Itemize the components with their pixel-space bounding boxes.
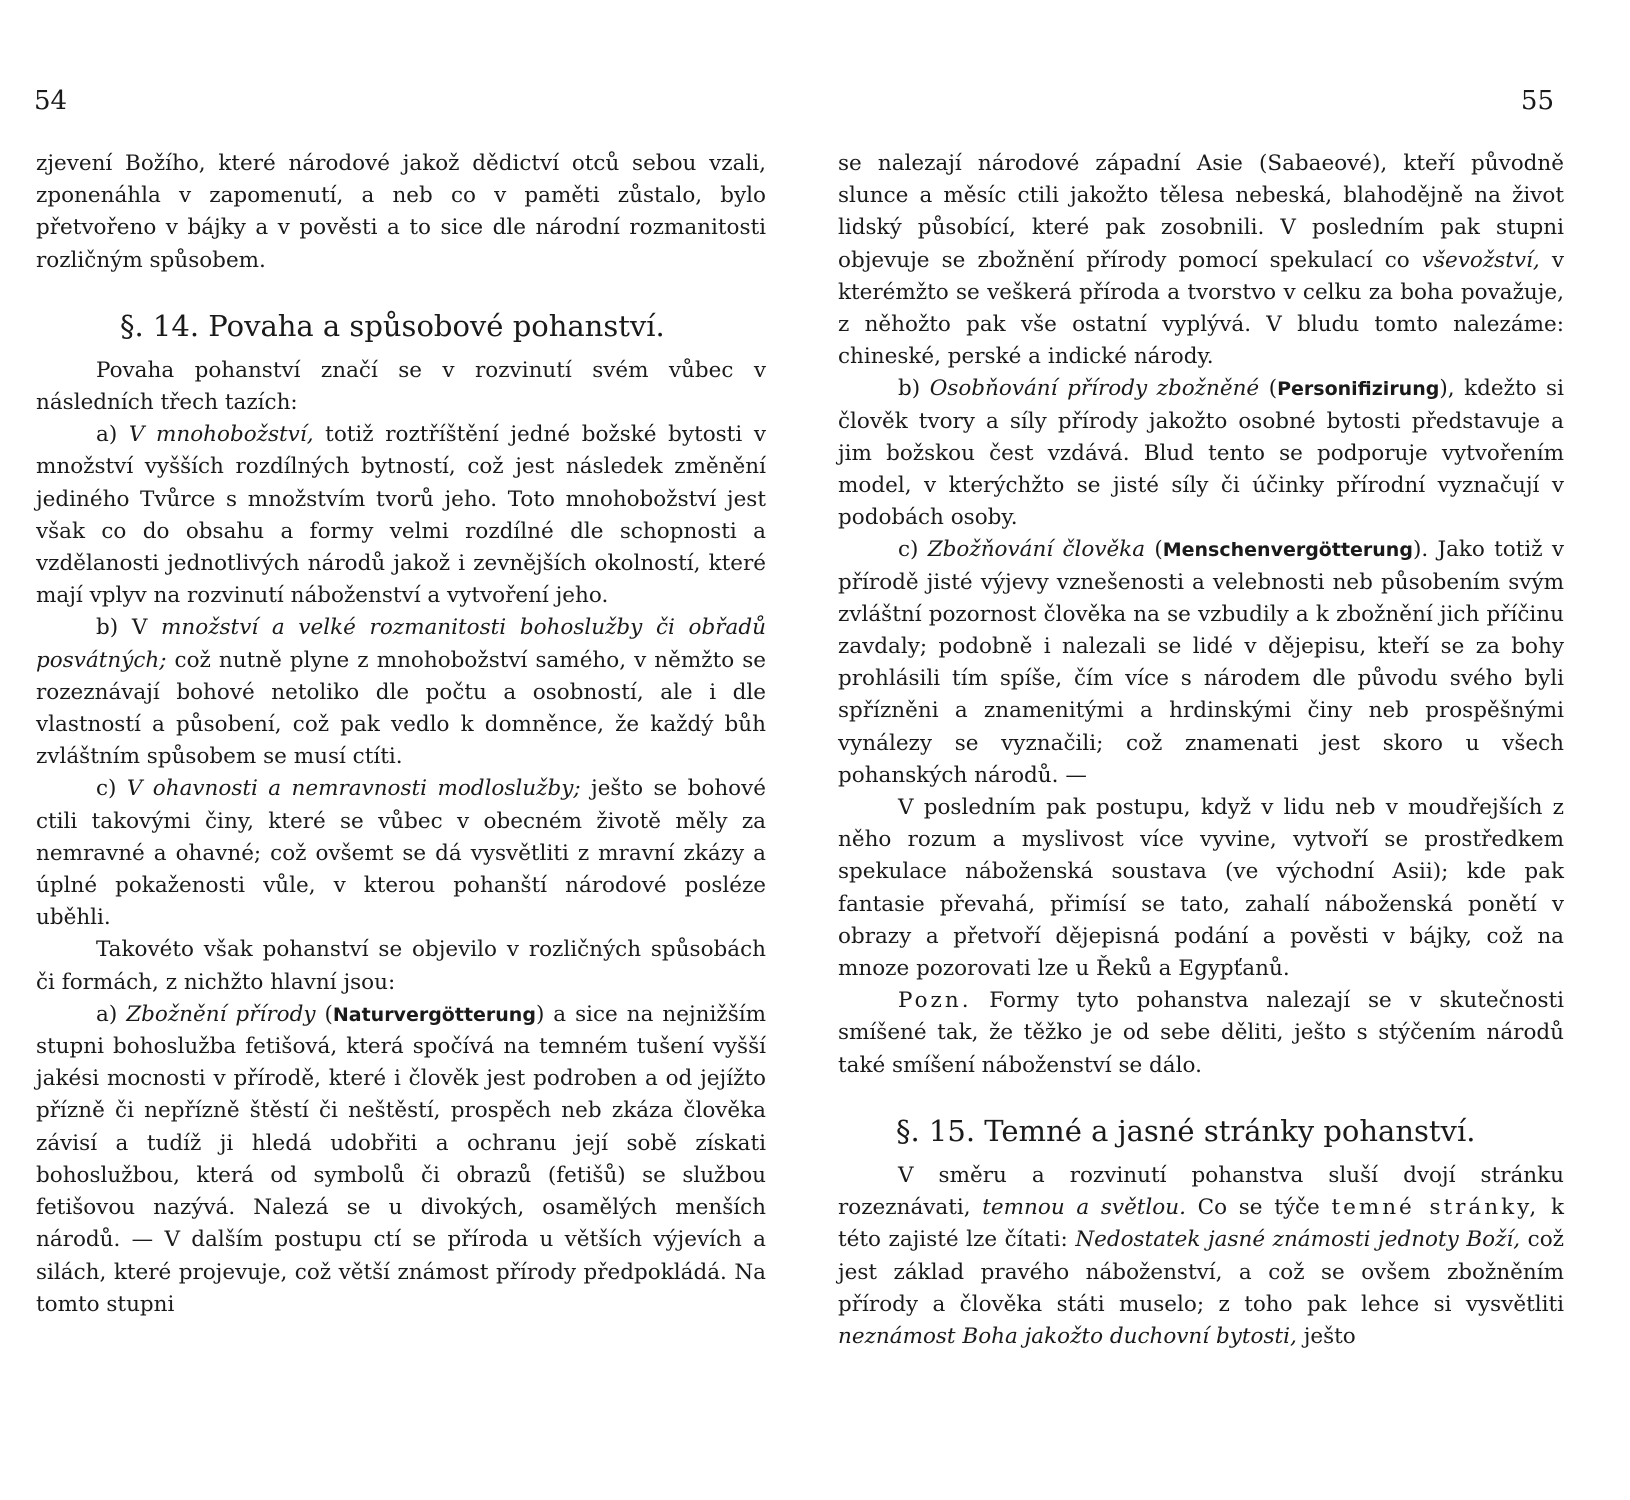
left-page-text <box>36 148 766 1321</box>
text-run: zjevení Božího, které národové jakož dědictví otců sebou vzali, zponenáhla v zapomenutí, a neb co v paměti zůstalo, bylo přetvořeno v bájky a v pověsti a to sice dle národní rozmanitosti rozličným spůsobem. <box>36 151 766 273</box>
text-run: a) <box>96 1001 127 1027</box>
paragraph <box>838 534 1564 792</box>
text-run: Naturvergötterung <box>332 1003 536 1026</box>
text-run: v kterémžto se veškerá příroda a tvorstvo v celku za boha považuje, z něhožto pak vše ostatní vyplývá. V bludu tomto nalezáme: chineské, perské a indické národy. <box>838 247 1565 370</box>
text-run: Personifizirung <box>1277 378 1440 401</box>
paragraph <box>36 999 766 1321</box>
paragraph <box>36 148 766 277</box>
text-run: ješto se bohové ctili takovými činy, které se vůbec v obecném životě měly za nemravné a ohavné; což ovšemt se dá vysvětliti z mravní zkázy a úplné pokaženosti vůle, v kterou pohanští národové posléze uběhli. <box>36 776 766 931</box>
paragraph <box>36 355 766 419</box>
paragraph <box>36 419 766 612</box>
text-run: ( <box>1145 537 1163 563</box>
text-run: c) <box>898 537 928 563</box>
left-page-number: 54 <box>34 86 68 116</box>
paragraph <box>838 1160 1564 1353</box>
text-run: Formy tyto pohanstva nalezají se v skutečnosti smíšené tak, že těžko je od sebe děliti, ješto s stýčením národů také smíšení náboženství se dálo. <box>838 988 1564 1078</box>
text-run: vševožství, <box>1421 247 1540 273</box>
section-heading <box>838 1112 1564 1150</box>
text-run: §. 14. Povaha a spůsobové pohanství. <box>120 308 665 343</box>
text-run: Zbožňování člověka <box>927 537 1146 563</box>
text-run: neznámost Boha jakožto duchovní bytosti, <box>838 1323 1297 1349</box>
text-run: temnou a světlou. <box>982 1195 1186 1221</box>
paragraph <box>838 373 1564 534</box>
text-run: totiž roztříštění jedné božské bytosti v množství vyšších rozdílných bytností, což jest následek změnění jediného Tvůrce s množstvím tvorů jeho. Toto mnohobožství jest však co do obsahu a formy velmi rozdílné dle schopnosti a vzdělanosti jednotlivých národů jakož i zevnějších okolností, které mají vplyv na rozvinutí náboženství a vytvoření jeho. <box>36 422 766 609</box>
text-run: Povaha pohanství značí se v rozvinutí svém vůbec v následních třech tazích: <box>36 357 766 416</box>
text-run: se nalezají národové západní Asie (Sabaeové), kteří původně slunce a měsíc ctili jakožto tělesa nebeská, blahodějně na život lidský působící, které pak zosobnili. V posledním pak stupni objevuje se zbožnění přírody pomocí spekulací co <box>838 151 1564 273</box>
text-run: Takovéto však pohanství se objevilo v rozličných spůsobách či formách, z nichžto hlavní jsou: <box>36 937 766 995</box>
paragraph <box>36 612 766 773</box>
text-run: §. 15. Temné a jasné stránky pohanství. <box>896 1113 1476 1148</box>
text-run: Nedostatek jasné známosti jednoty Boží, <box>1075 1227 1521 1253</box>
paragraph <box>838 148 1564 373</box>
text-run: množství a velké rozmanitosti bohoslužby či obřadů posvátných; <box>36 615 766 673</box>
text-run: k této zajisté lze čítati: <box>838 1195 1564 1253</box>
paragraph <box>838 985 1564 1082</box>
right-page-number: 55 <box>1520 86 1554 116</box>
text-run: b) V <box>96 615 162 641</box>
text-run: Osobňování přírody zbožněné <box>929 376 1260 402</box>
text-run: temné stránky, <box>1331 1195 1540 1221</box>
text-run: ) a sice na nejnižším stupni bohoslužba fetišová, která spočívá na temném tušení vyšší jakési mocnosti v přírodě, které i člověk jest podroben a od jejížto přízně či nepřízně štěstí či neštěstí, prospěch neb zkáza člověka závisí a tudíž ji hledá udobřiti a ochranu její sobě získati bohoslužbou, která od symbolů či obrazů (fetišů) se službou fetišovou nazývá. Nalezá se u divokých, osamělých menších národů. — V dalším postupu ctí se příroda u větších výjevích a silách, které projevuje, což větší známost přírody předpokládá. Na tomto stupni <box>36 1001 766 1317</box>
text-run: a) <box>96 422 129 448</box>
text-run: V mnohobožství, <box>128 422 314 448</box>
paragraph <box>838 792 1564 985</box>
text-run: V směru a rozvinutí pohanstva sluší dvojí stránku rozeznávati, <box>838 1162 1564 1221</box>
text-run: Menschenvergötterung <box>1162 539 1413 562</box>
text-run: c) <box>96 776 127 802</box>
text-run: b) <box>898 376 930 402</box>
text-run: ješto <box>1296 1323 1356 1349</box>
right-page-text <box>838 148 1564 1353</box>
section-heading <box>36 307 766 345</box>
text-run: což jest základ pravého náboženství, a což se ovšem zbožněním přírody a člověka státi muselo; z toho pak lehce si vysvětliti <box>838 1227 1564 1317</box>
paragraph <box>36 934 766 998</box>
text-run: ). Jako totiž v přírodě jisté výjevy vznešenosti a velebnosti neb působením svým zvláštní pozornost člověka na se vzbudily a k zbožnění jich příčinu zavdaly; podobně i nalezali se lidé v dějepisu, kteří se za bohy prohlásili tím spíše, čím více s národem dle původu svého byli spřízněni a znamenitými a hrdinskými činy neb prospěšnými vynálezy se vyznačili; což znamenati jest skoro u všech pohanských národů. — <box>838 537 1564 788</box>
text-run: V ohavnosti a nemravnosti modloslužby; <box>126 776 581 802</box>
text-run: ( <box>315 1001 333 1027</box>
text-run: ( <box>1259 376 1278 402</box>
paragraph <box>36 773 766 934</box>
text-run: V posledním pak postupu, když v lidu neb v moudřejších z něho rozum a myslivost více vyvine, vytvoří se prostředkem spekulace náboženská soustava (ve východní Asii); kde pak fantasie převahá, přimísí se tato, zahalí náboženská ponětí v obrazy a přetvoří dějepisná podání a pověsti v bájky, což na mnoze pozorovati lze u Řeků a Egypťanů. <box>838 795 1564 982</box>
text-run: Co se týče <box>1185 1195 1332 1221</box>
text-run: což nutně plyne z mnohobožství samého, v němžto se rozeznávají bohové netoliko dle počtu a osobností, ale i dle vlastností a působení, což pak vedlo k domněnce, že každý bůh zvláštním spůsobem se musí ctíti. <box>36 647 766 770</box>
text-run: Zbožnění přírody <box>126 1001 316 1027</box>
text-run: ), kdežto si člověk tvory a síly přírody jakožto osobné bytosti představuje a jim božskou čest vzdává. Blud tento se podporuje vytvořením model, v kterýchžto se jisté síly či účinky přírodní vyznačují v podobách osoby. <box>838 376 1564 531</box>
text-run: Pozn. <box>898 988 972 1014</box>
